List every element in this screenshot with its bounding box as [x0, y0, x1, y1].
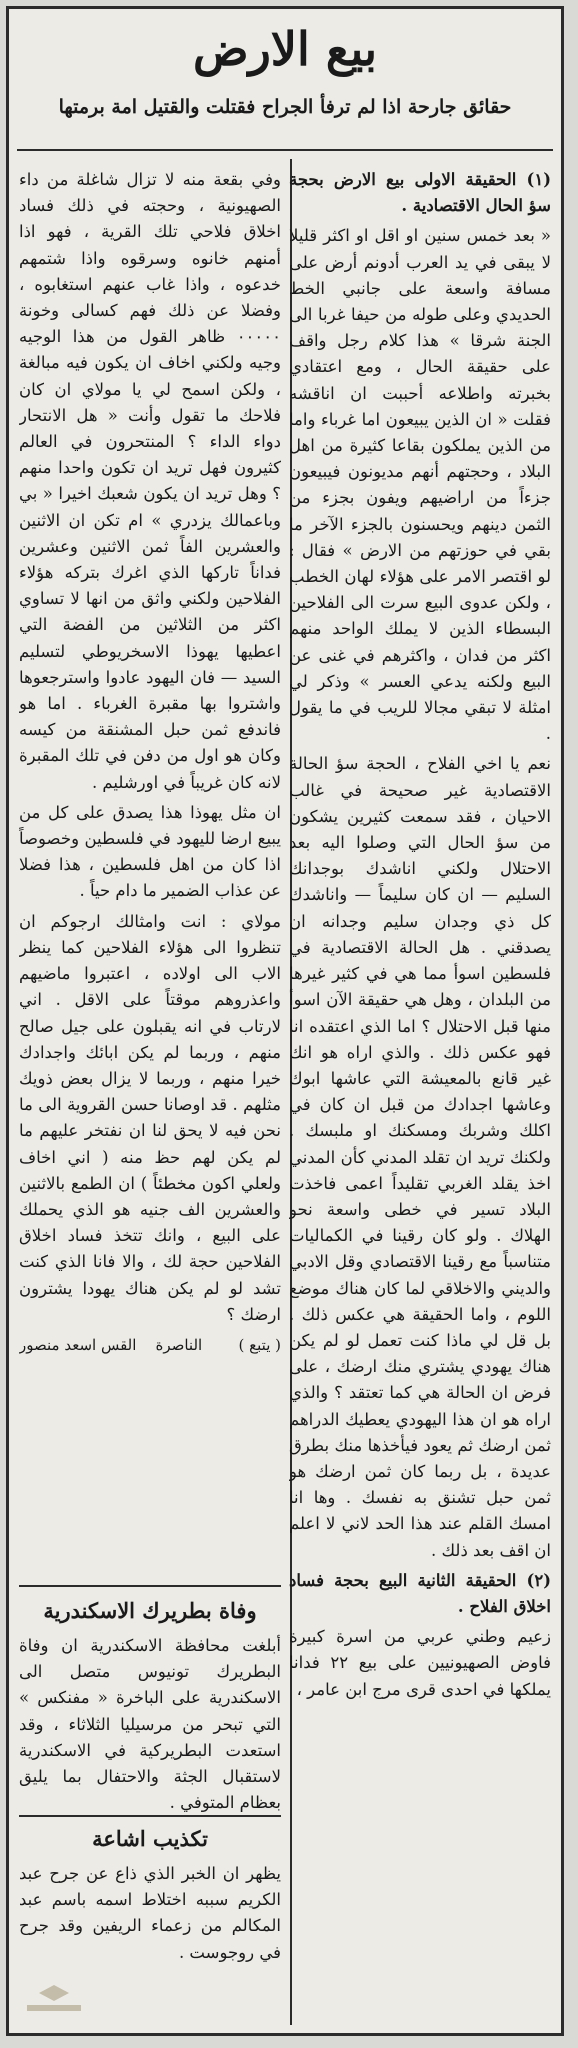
box-title: وفاة بطريرك الاسكندرية	[43, 1598, 257, 1623]
follow-note: ( يتبع )	[238, 1335, 281, 1354]
paragraph: « بعد خمس سنين او اقل او اكثر قليلا لا يبقى في يد العرب أدونم أرض على مسافة واسعة على جانبي الخط الحديدي وعلى طوله من حيفا غربا الى الجنة شرقا » هذا كلام رجل واقف على حقيقة الحال ، ومع اعتقادي بخبرته واطلاعه أحببت ان اناقشه فقلت « ان الذين يبيعون اما غرباء واما من الذين يملكون بقاعا كثيرة من اهل البلاد ، وحجتهم أنهم مديونون فيبيعون جزءاً من اراضيهم ويفون بجزء من الثمن دينهم ويحسنون بالجزء الآخر ما بقي في حوزتهم من الارض » فقال : لو اقتصر الامر على هؤلاء لهان الخطب ، ولكن عدوى البيع سرت الى الفلاحين البسطاء الذين لا يملك الواحد منهم اكثر من فدان ، واكثرهم في غنى عن البيع ولكنه يدعي العسر » وذكر لي امثلة لا تبقي مجالا للريب في ما يقول .	[289, 226, 551, 744]
paragraph: زعيم وطني عربي من اسرة كبيرة فاوض الصهيونيين على بيع ٢٢ فدانا يملكها في احدى قرى مرج ابن عامر ،	[289, 1627, 551, 1699]
box-text: أبلغت محافظة الاسكندرية ان وفاة البطريرك تونيوس متصل الى الاسكندرية على الباخرة « مفنكس » التي تبحر من مرسيليا الثلاثاء ، وقد استعدت البطريركية في الاسكندرية لاستقبال الجثة والاحتفال بما يليق بعظام المتوفي .	[19, 1636, 281, 1813]
signature-author: القس اسعد منصور	[19, 1335, 137, 1354]
news-box-rumor	[19, 1823, 281, 1966]
section-heading: (١) الحقيقة الاولى بيع الارض بحجة سؤ الحال الاقتصادية .	[289, 170, 551, 216]
header-rule	[17, 149, 553, 151]
right-column	[289, 167, 551, 2025]
box-rule	[19, 1815, 281, 1817]
watermark-emblem-icon	[19, 1979, 89, 2019]
box-title: تكذيب اشاعة	[92, 1826, 208, 1851]
news-box-patriarch	[19, 1595, 281, 1816]
newspaper-page	[6, 6, 564, 2036]
signature-place: الناصرة	[155, 1335, 203, 1354]
subheadline: حقائق جارحة اذا لم ترفأ الجراح فقتلت والقتيل امة برمتها	[58, 96, 512, 118]
paragraph: نعم يا اخي الفلاح ، الحجة سؤ الحالة الاقتصادية غير صحيحة في غالب الاحيان ، فقد سمعت كثيرين يشكون من سؤ الحال التي وصلوا اليه بعد الاحتلال ولكني اناشدك بوجدانك السليم — ان كان سليماً — واناشدك كل ذي وجدان سليم وجدانه ان يصدقني . هل الحالة الاقتصادية في فلسطين اسوأ مما هي في كثير غيرها من البلدان ، وهل هي حقيقة الآن اسوأ منها قبل الاحتلال ؟ اما الذي اعتقده انا فهو عكس ذلك . والذي اراه هو انك غير قانع بالمعيشة التي عاشها ابوك وعاشها اجدادك من قبل ان كان في اكلك وشربك ومسكنك او ملبسك . ولكنك تريد ان تقلد المدني كأن المدني اخذ يقلد الغربي تقليداً اعمى فاخذت البلاد تسير في خطى واسعة نحو الهلاك . ولو كان رقينا في الكماليات متناسباً مع رقينا الاقتصادي وقل الادبي والديني والاخلاقي لما كان هناك موضع اللوم ، واما الحقيقة هي عكس ذلك . بل قل لي ماذا كنت تعمل لو لم يكن هناك يهودي يشتري منك ارضك ، على فرض ان الحالة هي كما تعتقد ؟ والذي اراه هو ان هذا اليهودي يعطيك الدراهم ثمن ارضك ثم يعود فيأخذها منك بطرق عديدة ، بل ربما كان ثمن ارضك هو ثمن حبل تشنق به نفسك . وها انا امسك القلم عند هذا الحد لاني لا اعلم ان اقف بعد ذلك .	[289, 754, 551, 1560]
box-rule	[19, 1585, 281, 1587]
section-heading: (٢) الحقيقة الثانية البيع بحجة فساد اخلاق الفلاح .	[289, 1570, 551, 1616]
headline: بيع الارض	[192, 22, 378, 76]
paragraph: مولاي : انت وامثالك ارجوكم ان تنظروا الى هؤلاء الفلاحين كما ينظر الاب الى اولاده ، اعتبروا ماضيهم واعذروهم موقتاً على الاقل . اني لارتاب في انه يقبلون على جيل صالح منهم ، وربما لم يكن ابائك واجدادك خيرا منهم ، وربما لا يزال بعض ذويك مثلهم . قد اوصانا حسن القروية الى ما نحن فيه لا يحق لنا ان نفتخر عليهم ما لم يكن لهم حظ منه ( اني اخاف ولعلي اكون مخطئاً ) ان الطمع بالاثنين والعشرين الف جنيه هو الذي يحملك على البيع ، وانك تتخذ فساد اخلاق الفلاحين حجة لك ، والا فانا الذي كنت تشد لو لم يكن هناك يهودا يشترون ارضك ؟	[19, 911, 281, 1324]
box-text: يظهر ان الخبر الذي ذاع عن جرح عبد الكريم سببه اختلاط اسمه باسم عبد المكالم من زعماء الريفين وقد جرح في روجوست .	[19, 1864, 281, 1962]
paragraph: ان مثل يهوذا هذا يصدق على كل من يبيع ارضا لليهود في فلسطين وخصوصاً اذا كان من اهل فلسطين ، هذا فضلا عن عذاب الضمير ما دام حياً .	[19, 802, 281, 901]
left-column	[19, 167, 281, 1577]
paragraph: وفي بقعة منه لا تزال شاغلة من داء الصهيونية ، وحجته في ذلك فساد اخلاق فلاحي تلك القرية ، فهو اذا أمنهم خانوه وسرقوه واذا شتمهم خدعوه ، واذا غاب عنهم استغابوه ، وفضلا عن ذلك فهم كسالى وخونة ٠٠٠٠٠ ظاهر القول من هذا الوجيه وجيه ولكني اخاف ان يكون فيه مبالغة ، ولكن اسمح لي يا مولاي ان كان فلاحك ما تقول وأنت « هل الانتحار دواء الداء ؟ المنتحرون في العالم كثيرون فهل تريد ان تكون واحدا منهم ؟ وهل تريد ان يكون شعبك اخيرا « بي وباعمالك يزدري » ام تكن ان الاثنين والعشرين الفاً ثمن الاثنين وعشرين فداناً تاركها الذي اغرك بتركه هؤلاء الفلاحين ولكني واثق من انها لا تساوي اكثر من الثلاثين من الفضة التي اعطيها يهوذا الاسخريوطي لتسليم السيد — فان اليهود عادوا واسترجعوها واشتروا بها مقبرة الغرباء . اما هو فاندفع ثمن حبل المشنقة من كيسه وكان هو اول من دفن في تلك المقبرة لانه كان غريباً في اورشليم .	[19, 170, 281, 792]
article-signature	[19, 1332, 281, 1358]
